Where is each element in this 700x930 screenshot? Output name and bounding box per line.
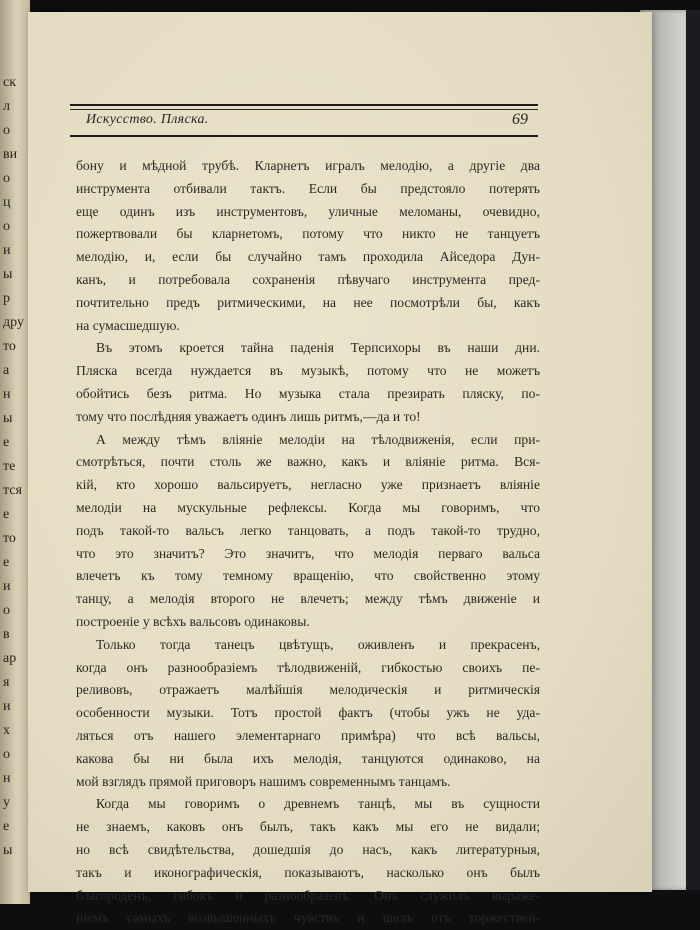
- adjacent-page-fragment: о: [3, 171, 10, 186]
- text-line: смотрѣться, почти столь же важно, какъ и вліяніе ритма. Вся-: [76, 454, 540, 470]
- adjacent-page-fragment: о: [3, 603, 10, 618]
- text-line: пожертвовали бы кларнетомъ, потому что никто не танцуетъ: [76, 226, 540, 242]
- adjacent-page-fragment: ц: [3, 195, 11, 210]
- adjacent-page-fragment: я: [3, 675, 10, 690]
- text-line: кій, кто хорошо вальсируетъ, негласно уже признаетъ вліяніе: [76, 477, 540, 493]
- adjacent-page-fragment: и: [3, 243, 11, 258]
- text-line: но всѣ свидѣтельства, дошедшія до насъ, какъ литературныя,: [76, 841, 540, 857]
- header-rule-bottom: [70, 135, 538, 137]
- adjacent-page-fragment: е: [3, 819, 10, 834]
- text-line: на сумасшедшую.: [76, 317, 180, 333]
- text-line: мелодіи на мускульные рефлексы. Когда мы говоримъ, что: [76, 499, 540, 515]
- adjacent-page-fragment: е: [3, 507, 10, 522]
- adjacent-page-fragment: то: [3, 531, 16, 546]
- text-line: что это значитъ? Это значитъ, что мелодія перваго вальса: [76, 545, 540, 561]
- adjacent-page-fragment: то: [3, 339, 16, 354]
- background-strip: [686, 10, 700, 890]
- text-line: какова бы ни была ихъ мелодія, танцуются одинаково, на: [76, 750, 540, 766]
- text-line: обойтись безъ ритма. Но музыка стала презирать пляску, по-: [76, 385, 540, 401]
- adjacent-page-fragment: о: [3, 219, 10, 234]
- adjacent-page-fragment: те: [3, 459, 16, 474]
- adjacent-page-fragment: р: [3, 291, 10, 306]
- adjacent-page-edge: [0, 0, 30, 904]
- running-title: Искусство. Пляска.: [86, 112, 209, 127]
- body-text: [76, 155, 540, 930]
- running-header: [70, 104, 538, 148]
- adjacent-page-fragment: у: [3, 795, 10, 810]
- text-line: не знаемъ, каковъ онъ былъ, такъ какъ мы его не видали;: [76, 819, 540, 835]
- page-number: 69: [512, 111, 528, 128]
- text-line: такъ и иконографическія, показываютъ, насколько онъ былъ: [76, 864, 540, 880]
- adjacent-page-fragment: е: [3, 435, 10, 450]
- text-line: еще одинъ изъ инструментовъ, уличные меломаны, очевидно,: [76, 203, 540, 219]
- text-line: Когда мы говоримъ о древнемъ танцѣ, мы въ сущности: [96, 796, 540, 812]
- text-line: танцу, а мелодія второго не влечетъ; между тѣмъ движеніе и: [76, 591, 540, 607]
- book-page: [28, 12, 652, 926]
- text-line: когда онъ разнообразіемъ тѣлодвиженій, гибкостью своихъ пе-: [76, 659, 540, 675]
- adjacent-page-fragment: е: [3, 555, 10, 570]
- adjacent-page-fragment: дру: [3, 315, 24, 330]
- text-line: А между тѣмъ вліяніе мелодіи на тѣлодвиженія, если при-: [96, 431, 540, 447]
- header-rule-thin: [70, 109, 538, 110]
- text-line: подъ такой-то вальсъ легко танцовать, а подъ такой-то трудно,: [76, 522, 540, 538]
- adjacent-page-fragment: в: [3, 627, 10, 642]
- text-line: тому что послѣдняя уважаетъ одинъ лишь ритмъ,—да и то!: [76, 408, 421, 424]
- adjacent-page-fragment: ы: [3, 843, 13, 858]
- text-line: канъ, и потребовала сохраненія пѣвучаго инструмента пред-: [76, 271, 540, 287]
- adjacent-page-fragment: ы: [3, 267, 13, 282]
- adjacent-page-fragment: н: [3, 387, 11, 402]
- adjacent-page-fragment: н: [3, 771, 11, 786]
- text-line: построеніе у всѣхъ вальсовъ одинаковы.: [76, 613, 310, 629]
- header-rule-top: [70, 104, 538, 106]
- adjacent-page-fragment: л: [3, 99, 10, 114]
- adjacent-page-fragment: тся: [3, 483, 22, 498]
- adjacent-page-fragment: и: [3, 579, 11, 594]
- adjacent-page-fragment: ск: [3, 75, 17, 90]
- adjacent-page-fragment: и: [3, 699, 11, 714]
- text-line: ляться отъ нашего элементарнаго примѣра) что всѣ вальсы,: [76, 727, 540, 743]
- text-line: ніемъ самыхъ возвышенныхъ чувствъ и шелъ отъ торжествен-: [76, 910, 540, 926]
- text-line: инструмента отбивали тактъ. Если бы предстояло потерять: [76, 180, 540, 196]
- text-line: реливовъ, отражаетъ малѣйшія мелодическія и ритмическія: [76, 682, 540, 698]
- adjacent-page-fragment: о: [3, 747, 10, 762]
- text-line: особенности музыки. Тотъ простой фактъ (чтобы ужъ не уда-: [76, 705, 540, 721]
- adjacent-page-fragment: о: [3, 123, 10, 138]
- text-line: бону и мѣдной трубѣ. Кларнетъ игралъ мелодію, а другіе два: [76, 158, 540, 173]
- adjacent-page-fragment: х: [3, 723, 10, 738]
- text-line: мелодію, и, если бы случайно тамъ проходила Айседора Дун-: [76, 249, 540, 265]
- text-line: Пляска всегда нуждается въ музыкѣ, потому что не можетъ: [76, 363, 540, 379]
- text-line: благороденъ, гибокъ и разнообразенъ. Онъ служилъ выраже-: [76, 887, 540, 903]
- text-line: почтительно предъ ритмическими, на нее посмотрѣли бы, какъ: [76, 294, 540, 310]
- adjacent-page-fragment: ар: [3, 651, 17, 666]
- adjacent-page-fragment: а: [3, 363, 10, 378]
- adjacent-page-fragment: ы: [3, 411, 13, 426]
- text-line: Только тогда танецъ цвѣтущъ, оживленъ и прекрасенъ,: [96, 636, 540, 652]
- text-line: влечетъ къ тому темному вращенію, что свойственно этому: [76, 568, 540, 584]
- adjacent-page-fragment: ви: [3, 147, 18, 162]
- text-line: мой взглядъ прямой приговоръ нашимъ современнымъ танцамъ.: [76, 773, 451, 789]
- text-line: Въ этомъ кроется тайна паденія Терпсихоры въ наши дни.: [96, 340, 540, 356]
